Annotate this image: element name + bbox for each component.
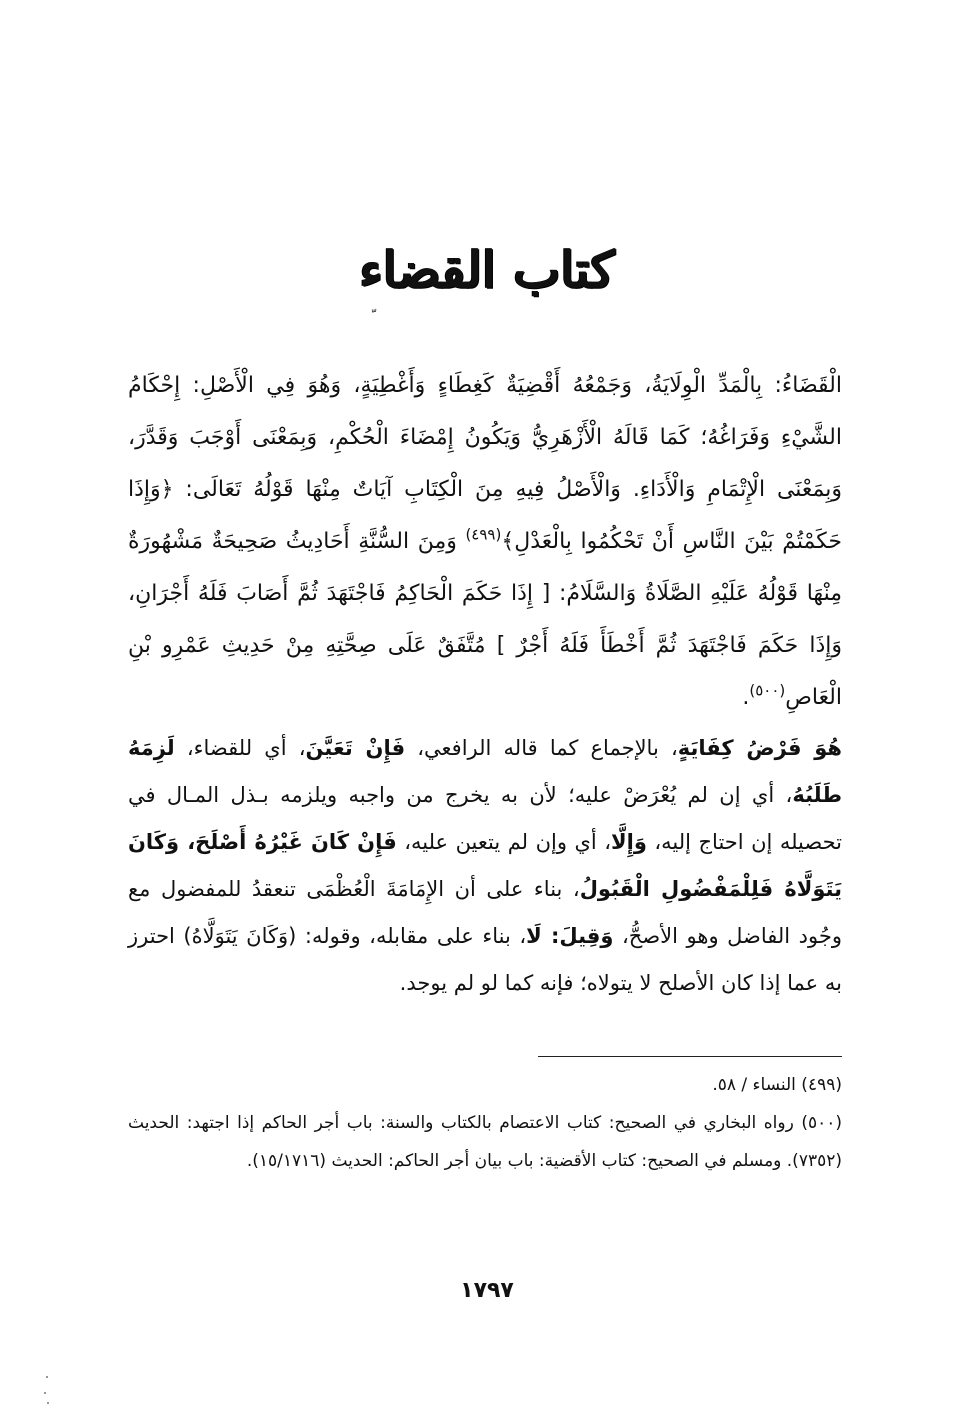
paragraph1-text: الْقَضَاءُ: بِالْمَدِّ الْوِلَايَةُ، وَجَمْعُهُ أَقْضِيَةٌ كَغِطَاءٍ وَأَغْطِيَةٍ، وَهُوَ فِي الْأَصْلِ: إِحْكَامُ الشَّيْءِ وَفَرَاغُهُ؛ كَمَا قَالَهُ الْأَزْهَرِيُّ وَيَكُونُ إِمْضَاءَ الْحُكْمِ، وَبِمَعْنَى أَوْجَبَ وَقَدَّرَ، وَبِمَعْنَى الْإِتْمَامِ وَالْأَدَاءِ. وَالْأَصْلُ فِيهِ مِنَ الْكِتَابِ آيَاتٌ مِنْهَا قَوْلُهُ تَعَالَى: ﴿وَإِذَا حَكَمْتُمْ بَيْنَ النَّاسِ أَنْ تَحْكُمُوا بِالْعَدْلِ﴾ [128, 373, 842, 554]
ruling-paragraph [128, 725, 842, 1007]
chapter-title-container [0, 235, 974, 305]
chapter-title: كتاب القضاء [359, 240, 615, 299]
paragraph1-end: . [742, 685, 750, 710]
footnote-500: (٥٠٠) رواه البخاري في الصحيح: كتاب الاعتصام بالكتاب والسنة: باب أجر الحاكم إذا اجتهد: الحديث (٧٣٥٢). ومسلم في الصحيح: كتاب الأقضية: باب بيان أجر الحاكم: الحديث (١٥/١٧١٦). [128, 1113, 842, 1171]
sharh-segment-4: ، أي وإن لم يتعين عليه، [396, 830, 612, 854]
matn-segment-5: فَإِنْ كَانَ غَيْرُهُ أَصْلَحَ، وَكَانَ يَتَوَلَّاهُ فَلِلْمَفْضُولِ الْقَبُولُ [128, 830, 842, 901]
footnotes [128, 1066, 842, 1180]
footnote-ref-500: (٥٠٠) [749, 681, 786, 700]
scan-speck [46, 1376, 48, 1378]
sharh-segment-3: ، أي إن لم يُعْرَضْ عليه؛ لأن به يخرج من واجبه ويلزمه بـذل المـال في تحصيله إن احتاج إليه، [128, 783, 843, 854]
matn-segment-3: لَزِمَهُ طَلَبُهُ [128, 736, 842, 807]
sharh-segment-6: ، بناء على مقابله، وقوله: (وَكَانَ يَتَوَلَّاهُ) احترز به عما إذا كان الأصلح لا يتولاه؛ فإنه كما لو لم يوجد. [128, 924, 842, 995]
footnote-separator [538, 1056, 842, 1057]
scan-speck [47, 1402, 49, 1404]
scan-speck [44, 1392, 46, 1394]
sharh-segment-2: ، أي للقضاء، [174, 736, 306, 760]
matn-segment-2: فَإِنْ تَعَيَّنَ [305, 736, 406, 760]
paragraph1-text2: وَمِنَ السُّنَّةِ أَحَادِيثُ صَحِيحَةٌ مَشْهُورَةٌ مِنْهَا قَوْلُهُ عَلَيْهِ الصَّلَاةُ وَالسَّلَامُ: [ إِذَا حَكَمَ الْحَاكِمُ فَاجْتَهَدَ ثُمَّ أَصَابَ فَلَهُ أَجْرَانِ، وَإِذَا حَكَمَ فَاجْتَهَدَ ثُمَّ أَخْطَأَ فَلَهُ أَجْرٌ ] مُتَّفَقٌ عَلَى صِحَّتِهِ مِنْ حَدِيثِ عَمْرِو بْنِ الْعَاصِ [128, 529, 842, 710]
footnote-ref-499: (٤٩٩) [465, 525, 502, 544]
sharh-segment-5: ، بناء على أن الإِمَامَةَ الْعُظْمَى تنعقدُ للمفضول مع وجُود الفاضل وهو الأصحُّ، [128, 877, 842, 948]
title-ornament-mark: ﹼ [372, 309, 377, 325]
matn-segment-4: وَإِلَّا [611, 830, 647, 854]
matn-segment-6: وَقِيلَ: لَا [526, 924, 614, 948]
definition-paragraph [128, 360, 842, 724]
matn-segment-1: هُوَ فَرْضُ كِفَايَةٍ [677, 736, 842, 760]
sharh-segment-1: ، بالإجماع كما قاله الرافعي، [405, 736, 678, 760]
page-number: ١٧٩٧ [460, 1278, 514, 1303]
footnote-499: (٤٩٩) النساء / ٥٨. [712, 1075, 842, 1095]
